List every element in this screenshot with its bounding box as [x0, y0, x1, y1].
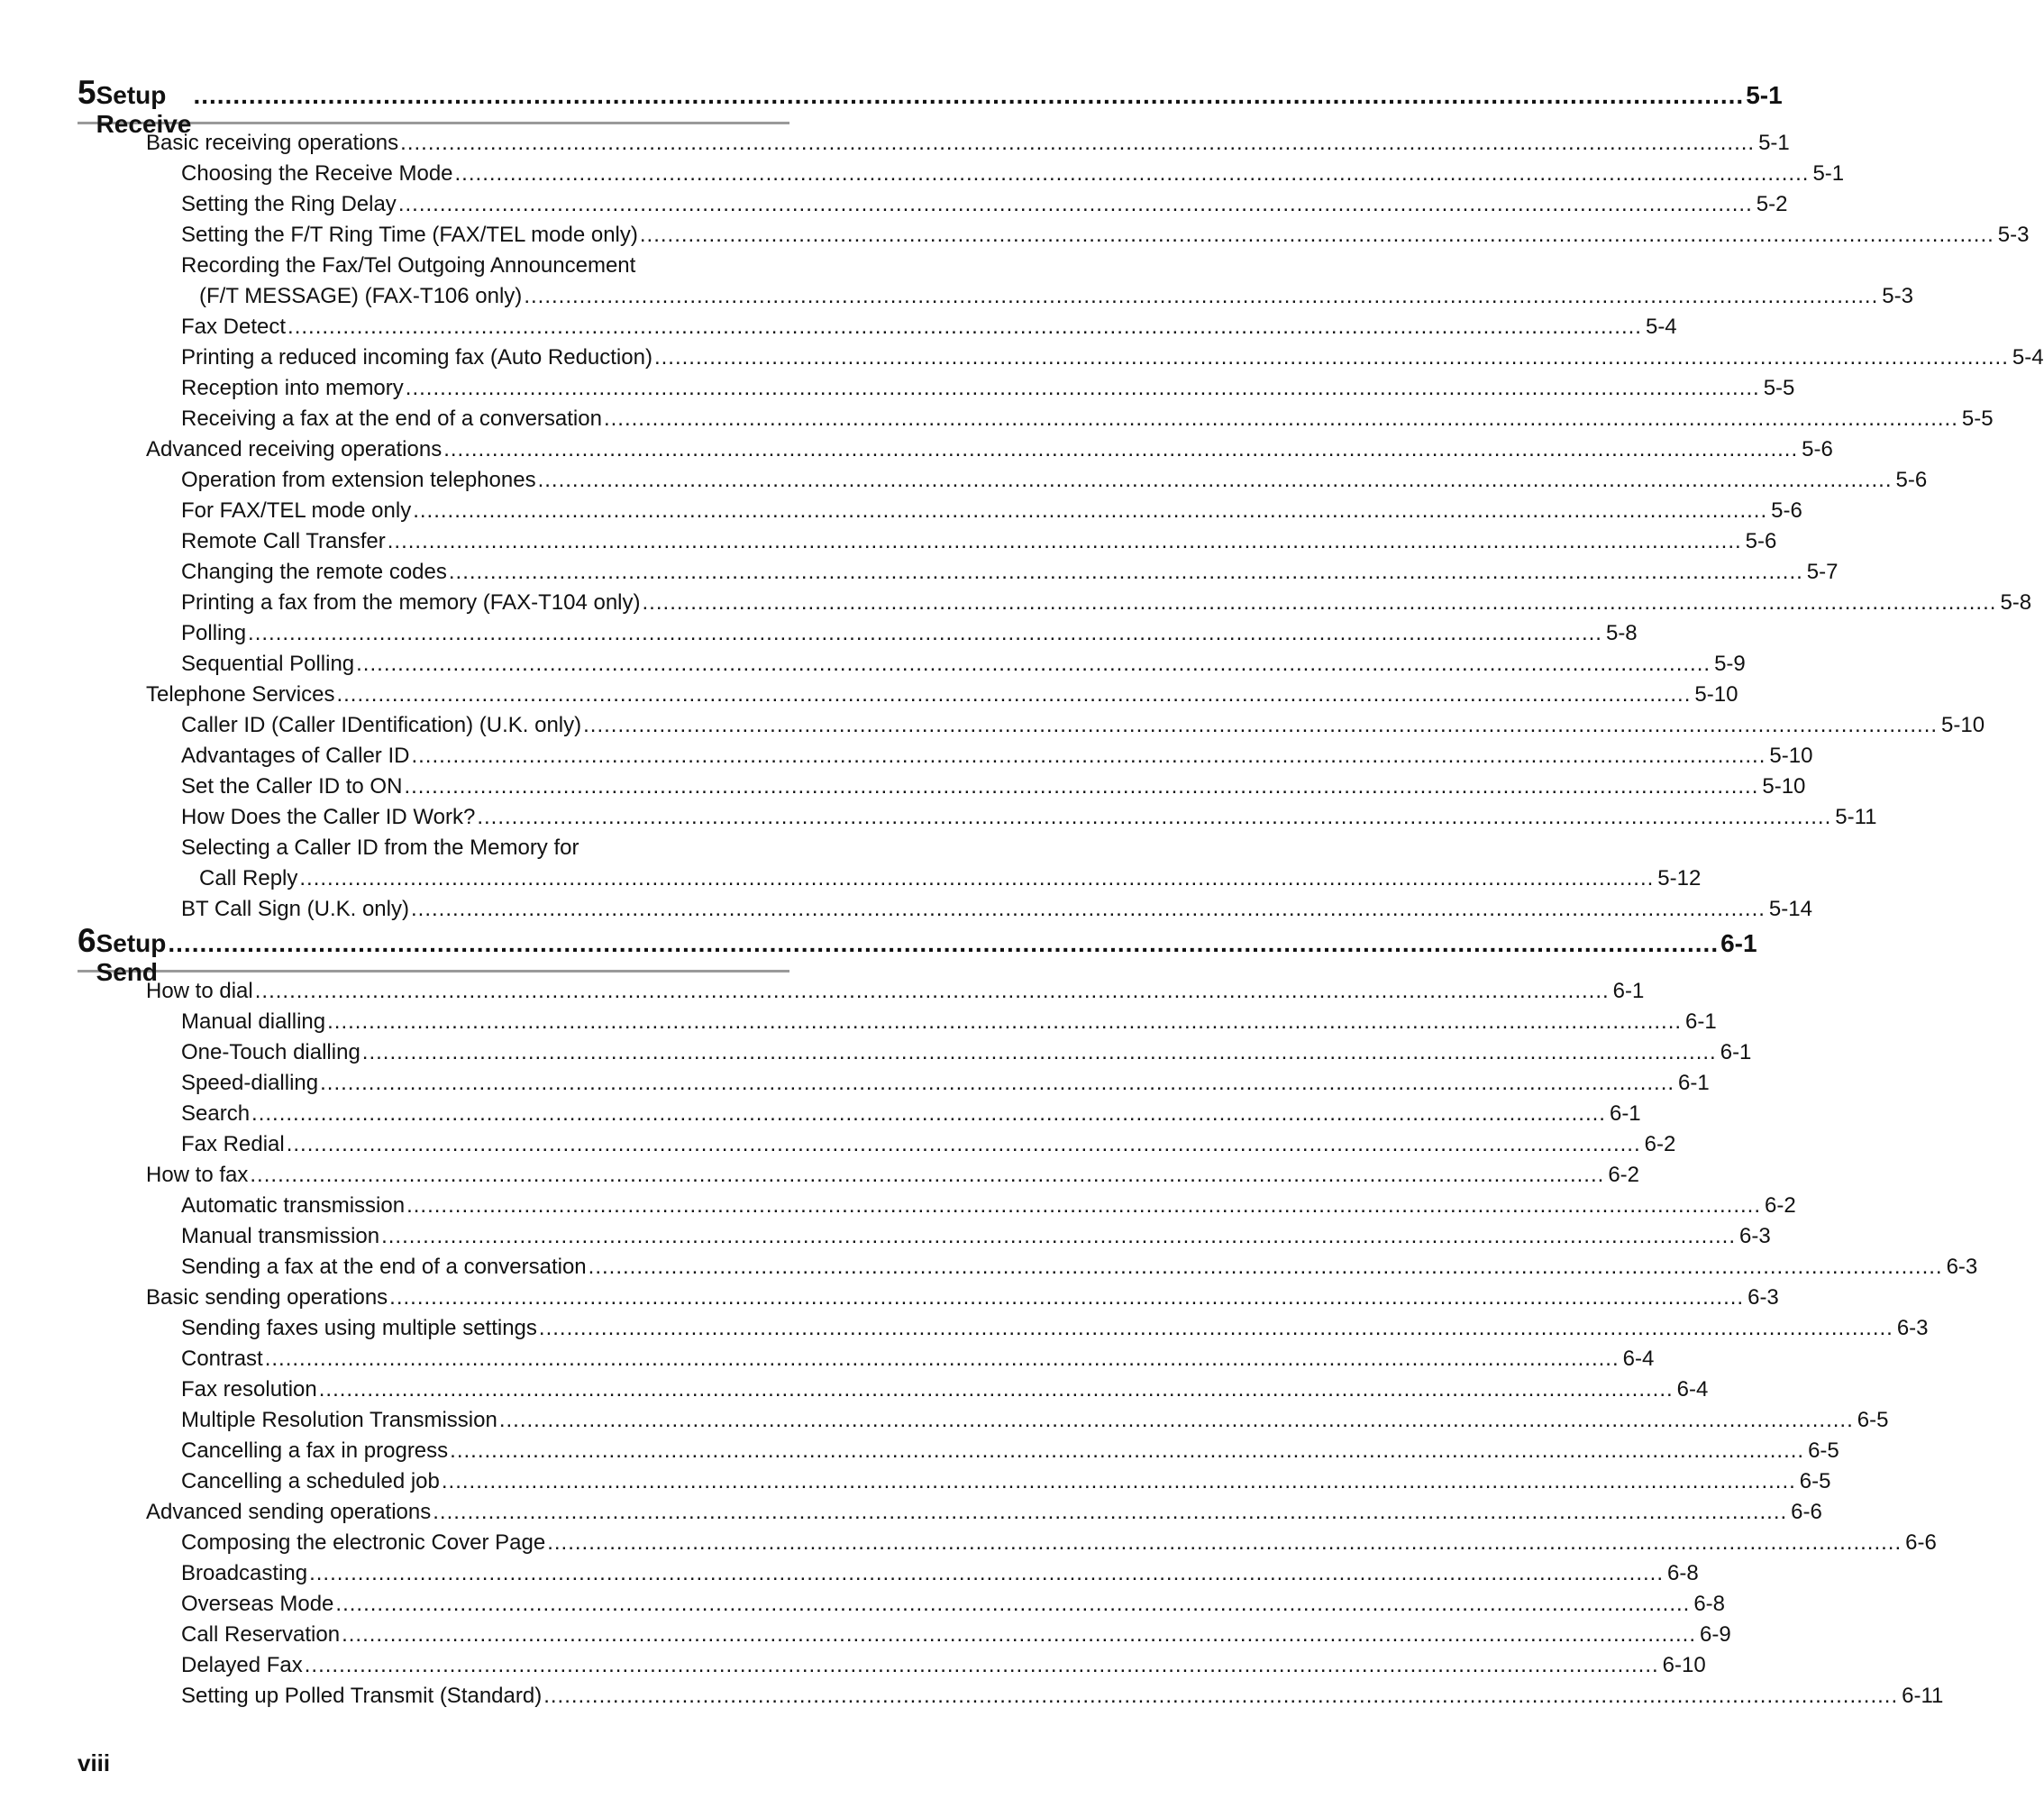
toc-entry[interactable] [78, 1681, 1944, 1712]
dot-leader [477, 802, 1831, 833]
dot-leader [320, 1068, 1674, 1099]
dot-leader [413, 496, 1767, 526]
dot-leader [309, 1558, 1664, 1589]
toc-entry-label: Choosing the Receive Mode [181, 161, 453, 186]
toc-entry-page-number: 5-6 [1802, 437, 1833, 461]
toc-entry-page-number: 5-5 [1763, 376, 1795, 400]
toc-entry-label-line[interactable]: Recording the Fax/Tel Outgoing Announcement [181, 253, 636, 278]
toc-entry-page-number: 6-1 [1720, 1040, 1752, 1064]
toc-entry-label: Fax Redial [181, 1132, 285, 1156]
toc-entry[interactable] [78, 465, 1928, 496]
toc-entry[interactable] [78, 342, 2044, 373]
dot-leader [168, 929, 1719, 958]
toc-entry[interactable] [78, 1007, 1717, 1037]
toc-entry[interactable] [78, 741, 1813, 772]
dot-leader [336, 680, 1691, 710]
toc-entry-page-number: 5-10 [1941, 713, 1985, 737]
toc-entry[interactable] [78, 802, 1877, 833]
dot-leader [406, 1191, 1761, 1221]
toc-entry-page-number: 5-7 [1806, 560, 1839, 584]
toc-entry-page-number: 6-3 [1747, 1285, 1779, 1310]
toc-entry-page-number: 6-6 [1791, 1500, 1822, 1524]
toc-entry-label: Delayed Fax [181, 1653, 303, 1677]
toc-entry[interactable] [78, 1037, 1752, 1068]
toc-entry-page-number: 5-10 [1762, 774, 1806, 799]
toc-entry-label: Setting up Polled Transmit (Standard) [181, 1684, 543, 1708]
toc-entry-label: Advanced receiving operations [146, 437, 443, 461]
dot-leader [643, 588, 1997, 618]
toc-entry-label: Printing a reduced incoming fax (Auto Reduction) [181, 345, 652, 370]
toc-entry[interactable] [78, 557, 1839, 588]
toc-entry-label: Basic receiving operations [146, 131, 399, 155]
toc-entry-page-number: 6-5 [1808, 1438, 1839, 1463]
dot-leader [319, 1374, 1674, 1405]
dot-leader [248, 618, 1602, 649]
dot-leader [193, 81, 1744, 110]
toc-entry-label-line[interactable]: Selecting a Caller ID from the Memory for [181, 836, 579, 860]
toc-entry-page-number: 5-10 [1769, 744, 1813, 768]
toc-entry-label: Multiple Resolution Transmission [181, 1408, 497, 1432]
toc-entry-label: Sequential Polling [181, 652, 355, 676]
toc-entry-page-number: 6-2 [1608, 1163, 1639, 1187]
toc-entry-label: Set the Caller ID to ON [181, 774, 403, 799]
toc-entry-page-number: 6-2 [1644, 1132, 1676, 1156]
toc-entry-page-number: 6-5 [1799, 1469, 1831, 1493]
dot-leader [251, 1099, 1606, 1129]
dot-leader [265, 1344, 1620, 1374]
dot-leader [538, 465, 1893, 496]
toc-entry-label: One-Touch dialling [181, 1040, 360, 1064]
toc-entry-label: (F/T MESSAGE) (FAX-T106 only) [199, 284, 523, 308]
toc-entry-page-number: 6-11 [1902, 1684, 1944, 1708]
toc-entry-label: Overseas Mode [181, 1592, 334, 1616]
toc-entry-page-number: 6-3 [1946, 1255, 1978, 1279]
toc-entry-label: How to dial [146, 979, 253, 1003]
toc-entry[interactable] [78, 1344, 1655, 1374]
dot-leader [335, 1589, 1690, 1620]
dot-leader [589, 1252, 1943, 1283]
toc-entry-label: Setting the Ring Delay [181, 192, 397, 216]
chapter-number: 5 [78, 74, 96, 111]
dot-leader [305, 1650, 1659, 1681]
toc-entry-label: Speed-dialling [181, 1071, 319, 1095]
toc-entry-page-number: 5-5 [1961, 406, 1994, 431]
toc-entry-label: Contrast [181, 1347, 263, 1371]
dot-leader [449, 557, 1803, 588]
toc-section-entry[interactable] [78, 1497, 1822, 1528]
toc-entry-page-number: 5-3 [1997, 223, 2030, 247]
toc-entry-page-number: 5-6 [1745, 529, 1777, 553]
toc-entry-page-number: 6-8 [1693, 1592, 1726, 1616]
dot-leader [327, 1007, 1682, 1037]
dot-leader [287, 312, 1642, 342]
toc-section-entry[interactable] [78, 680, 1738, 710]
toc-entry-page-number: 5-14 [1768, 897, 1812, 921]
toc-entry-label: How to fax [146, 1163, 249, 1187]
toc-entry[interactable] [78, 404, 1994, 434]
toc-entry-label: Operation from extension telephones [181, 468, 536, 492]
toc-entry[interactable] [78, 710, 1985, 741]
toc-entry-page-number: 6-2 [1765, 1193, 1796, 1218]
toc-entry-page-number: 6-8 [1667, 1561, 1699, 1585]
toc-entry-label: Remote Call Transfer [181, 529, 386, 553]
toc-entry-label: Reception into memory [181, 376, 404, 400]
toc-entry-page-number: 5-3 [1882, 284, 1913, 308]
toc-entry[interactable] [78, 159, 1845, 189]
toc-entry-page-number: 5-4 [1645, 315, 1677, 339]
chapter-heading [78, 74, 1783, 138]
toc-entry-page-number: 5-2 [1756, 192, 1788, 216]
page-footer-number: viii [78, 1749, 111, 1776]
toc-entry-page-number: 6-1 [1609, 1101, 1641, 1126]
dot-leader [356, 649, 1711, 680]
dot-leader [398, 189, 1753, 220]
dot-leader [411, 894, 1766, 925]
dot-leader [543, 1681, 1898, 1712]
dot-leader [583, 710, 1938, 741]
toc-section-entry[interactable] [78, 128, 1790, 159]
toc-entry-page-number: 6-4 [1622, 1347, 1655, 1371]
toc-entry-label: Call Reservation [181, 1622, 341, 1647]
dot-leader [299, 863, 1654, 894]
toc-entry-label: Setting the F/T Ring Time (FAX/TEL mode only) [181, 223, 638, 247]
toc-entry-page-number: 5-11 [1835, 805, 1877, 829]
toc-entry-label: Telephone Services [146, 682, 335, 707]
toc-entry-page-number: 5-8 [1605, 621, 1638, 645]
toc-entry[interactable] [78, 1313, 1929, 1344]
dot-leader [604, 404, 1958, 434]
dot-leader [411, 741, 1766, 772]
toc-entry[interactable] [78, 526, 1777, 557]
toc-entry-page-number: 5-8 [2000, 590, 2032, 615]
dot-leader [406, 373, 1760, 404]
dot-leader [362, 1037, 1717, 1068]
dot-leader [400, 128, 1755, 159]
dot-leader [524, 281, 1878, 312]
toc-section-entry[interactable] [78, 1160, 1639, 1191]
toc-entry-label: Advantages of Caller ID [181, 744, 410, 768]
toc-entry-page-number: 5-1 [1812, 161, 1845, 186]
toc-entry-label: Broadcasting [181, 1561, 308, 1585]
toc-entry-label: Call Reply [199, 866, 298, 890]
toc-entry-page-number: 5-12 [1657, 866, 1702, 890]
toc-entry-label: Automatic transmission [181, 1193, 406, 1218]
toc-entry-label: Manual dialling [181, 1009, 326, 1034]
toc-entry[interactable] [78, 1068, 1710, 1099]
toc-entry-label: Composing the electronic Cover Page [181, 1530, 546, 1555]
toc-entry[interactable] [78, 1221, 1771, 1252]
toc-entry[interactable] [78, 1466, 1831, 1497]
toc-entry-page-number: 6-3 [1896, 1316, 1929, 1340]
toc-entry[interactable] [78, 588, 2032, 618]
toc-entry-label: Receiving a fax at the end of a conversation [181, 406, 602, 431]
toc-entry-page-number: 5-10 [1694, 682, 1738, 707]
toc-entry-label: Polling [181, 621, 247, 645]
dot-leader [433, 1497, 1787, 1528]
dot-leader [640, 220, 1994, 251]
toc-entry-label: How Does the Caller ID Work? [181, 805, 476, 829]
dot-leader [547, 1528, 1902, 1558]
chapter-title: Setup Receive [96, 81, 192, 138]
toc-entry[interactable] [78, 496, 1802, 526]
toc-entry-label: Cancelling a fax in progress [181, 1438, 449, 1463]
toc-entry-page-number: 6-1 [1678, 1071, 1710, 1095]
toc-entry-page-number: 6-1 [1685, 1009, 1717, 1034]
toc-entry-page-number: 6-1 [1612, 979, 1645, 1003]
toc-entry-page-number: 6-4 [1676, 1377, 1709, 1402]
toc-entry[interactable] [78, 1099, 1641, 1129]
chapter-6-section [78, 922, 1978, 1712]
toc-entry-page-number: 6-9 [1700, 1622, 1731, 1647]
toc-section-entry[interactable] [78, 1283, 1779, 1313]
dot-leader [389, 1283, 1744, 1313]
toc-section-entry[interactable] [78, 434, 1833, 465]
dot-leader [450, 1436, 1804, 1466]
toc-entry[interactable] [78, 1436, 1839, 1466]
dot-leader [381, 1221, 1736, 1252]
dot-leader [250, 1160, 1604, 1191]
dot-leader [404, 772, 1758, 802]
toc-entry[interactable] [78, 1405, 1889, 1436]
toc-entry[interactable] [78, 1129, 1676, 1160]
toc-entry-label: Changing the remote codes [181, 560, 447, 584]
toc-entry[interactable] [78, 1528, 1937, 1558]
chapter-page-number: 6-1 [1720, 929, 1757, 957]
toc-entry[interactable] [78, 1558, 1699, 1589]
toc-entry[interactable] [78, 618, 1638, 649]
dot-leader [388, 526, 1742, 557]
toc-entry-page-number: 6-3 [1739, 1224, 1771, 1248]
toc-entry[interactable] [78, 1589, 1726, 1620]
toc-entry[interactable] [78, 373, 1795, 404]
toc-entry[interactable] [78, 772, 1806, 802]
toc-entry-page-number: 6-6 [1905, 1530, 1937, 1555]
toc-entry[interactable] [78, 189, 1788, 220]
toc-entry-label: Fax Detect [181, 315, 287, 339]
toc-entry[interactable] [78, 1620, 1731, 1650]
chapter-5-section [78, 74, 2044, 925]
chapter-number: 6 [78, 922, 96, 959]
toc-entry-page-number: 5-1 [1758, 131, 1790, 155]
dot-leader [455, 159, 1810, 189]
toc-entry[interactable] [78, 1374, 1709, 1405]
chapter-title: Setup Send [96, 929, 167, 986]
toc-entry[interactable] [78, 1191, 1796, 1221]
toc-entry-page-number: 5-6 [1895, 468, 1928, 492]
dot-leader [342, 1620, 1696, 1650]
dot-leader [539, 1313, 1893, 1344]
toc-entry-label: Sending a fax at the end of a conversation [181, 1255, 587, 1279]
toc-entry-label: Manual transmission [181, 1224, 380, 1248]
toc-entry[interactable] [78, 1650, 1706, 1681]
toc-entry-label: Basic sending operations [146, 1285, 388, 1310]
toc-entry-label: Search [181, 1101, 251, 1126]
toc-entry-label: BT Call Sign (U.K. only) [181, 897, 409, 921]
dot-leader [287, 1129, 1641, 1160]
dot-leader [443, 434, 1798, 465]
chapter-heading [78, 922, 1757, 986]
toc-entry[interactable] [78, 220, 2030, 251]
toc-entry[interactable] [78, 894, 1812, 925]
toc-entry-label: Printing a fax from the memory (FAX-T104 only) [181, 590, 641, 615]
toc-entry-label: Caller ID (Caller IDentification) (U.K. only) [181, 713, 582, 737]
toc-page [78, 0, 2044, 1808]
toc-entry-list [78, 976, 1978, 1712]
toc-entry-label: Cancelling a scheduled job [181, 1469, 440, 1493]
toc-entry-list [78, 128, 2044, 925]
chapter-page-number: 5-1 [1746, 81, 1783, 109]
dot-leader [499, 1405, 1854, 1436]
dot-leader [442, 1466, 1796, 1497]
toc-entry-page-number: 5-4 [2012, 345, 2044, 370]
toc-entry-page-number: 6-10 [1662, 1653, 1706, 1677]
dot-leader [255, 976, 1610, 1007]
toc-entry-label: Advanced sending operations [146, 1500, 432, 1524]
toc-entry[interactable] [78, 312, 1677, 342]
toc-entry-page-number: 5-9 [1714, 652, 1746, 676]
toc-entry[interactable] [78, 863, 1702, 894]
toc-section-entry[interactable] [78, 976, 1645, 1007]
dot-leader [654, 342, 2009, 373]
toc-entry-page-number: 6-5 [1857, 1408, 1889, 1432]
toc-entry-label: Sending faxes using multiple settings [181, 1316, 537, 1340]
toc-entry-label: Fax resolution [181, 1377, 317, 1402]
toc-entry[interactable] [78, 1252, 1978, 1283]
toc-entry[interactable] [78, 649, 1746, 680]
toc-entry-label: For FAX/TEL mode only [181, 498, 412, 523]
toc-entry-page-number: 5-6 [1771, 498, 1802, 523]
toc-entry[interactable] [78, 281, 1913, 312]
